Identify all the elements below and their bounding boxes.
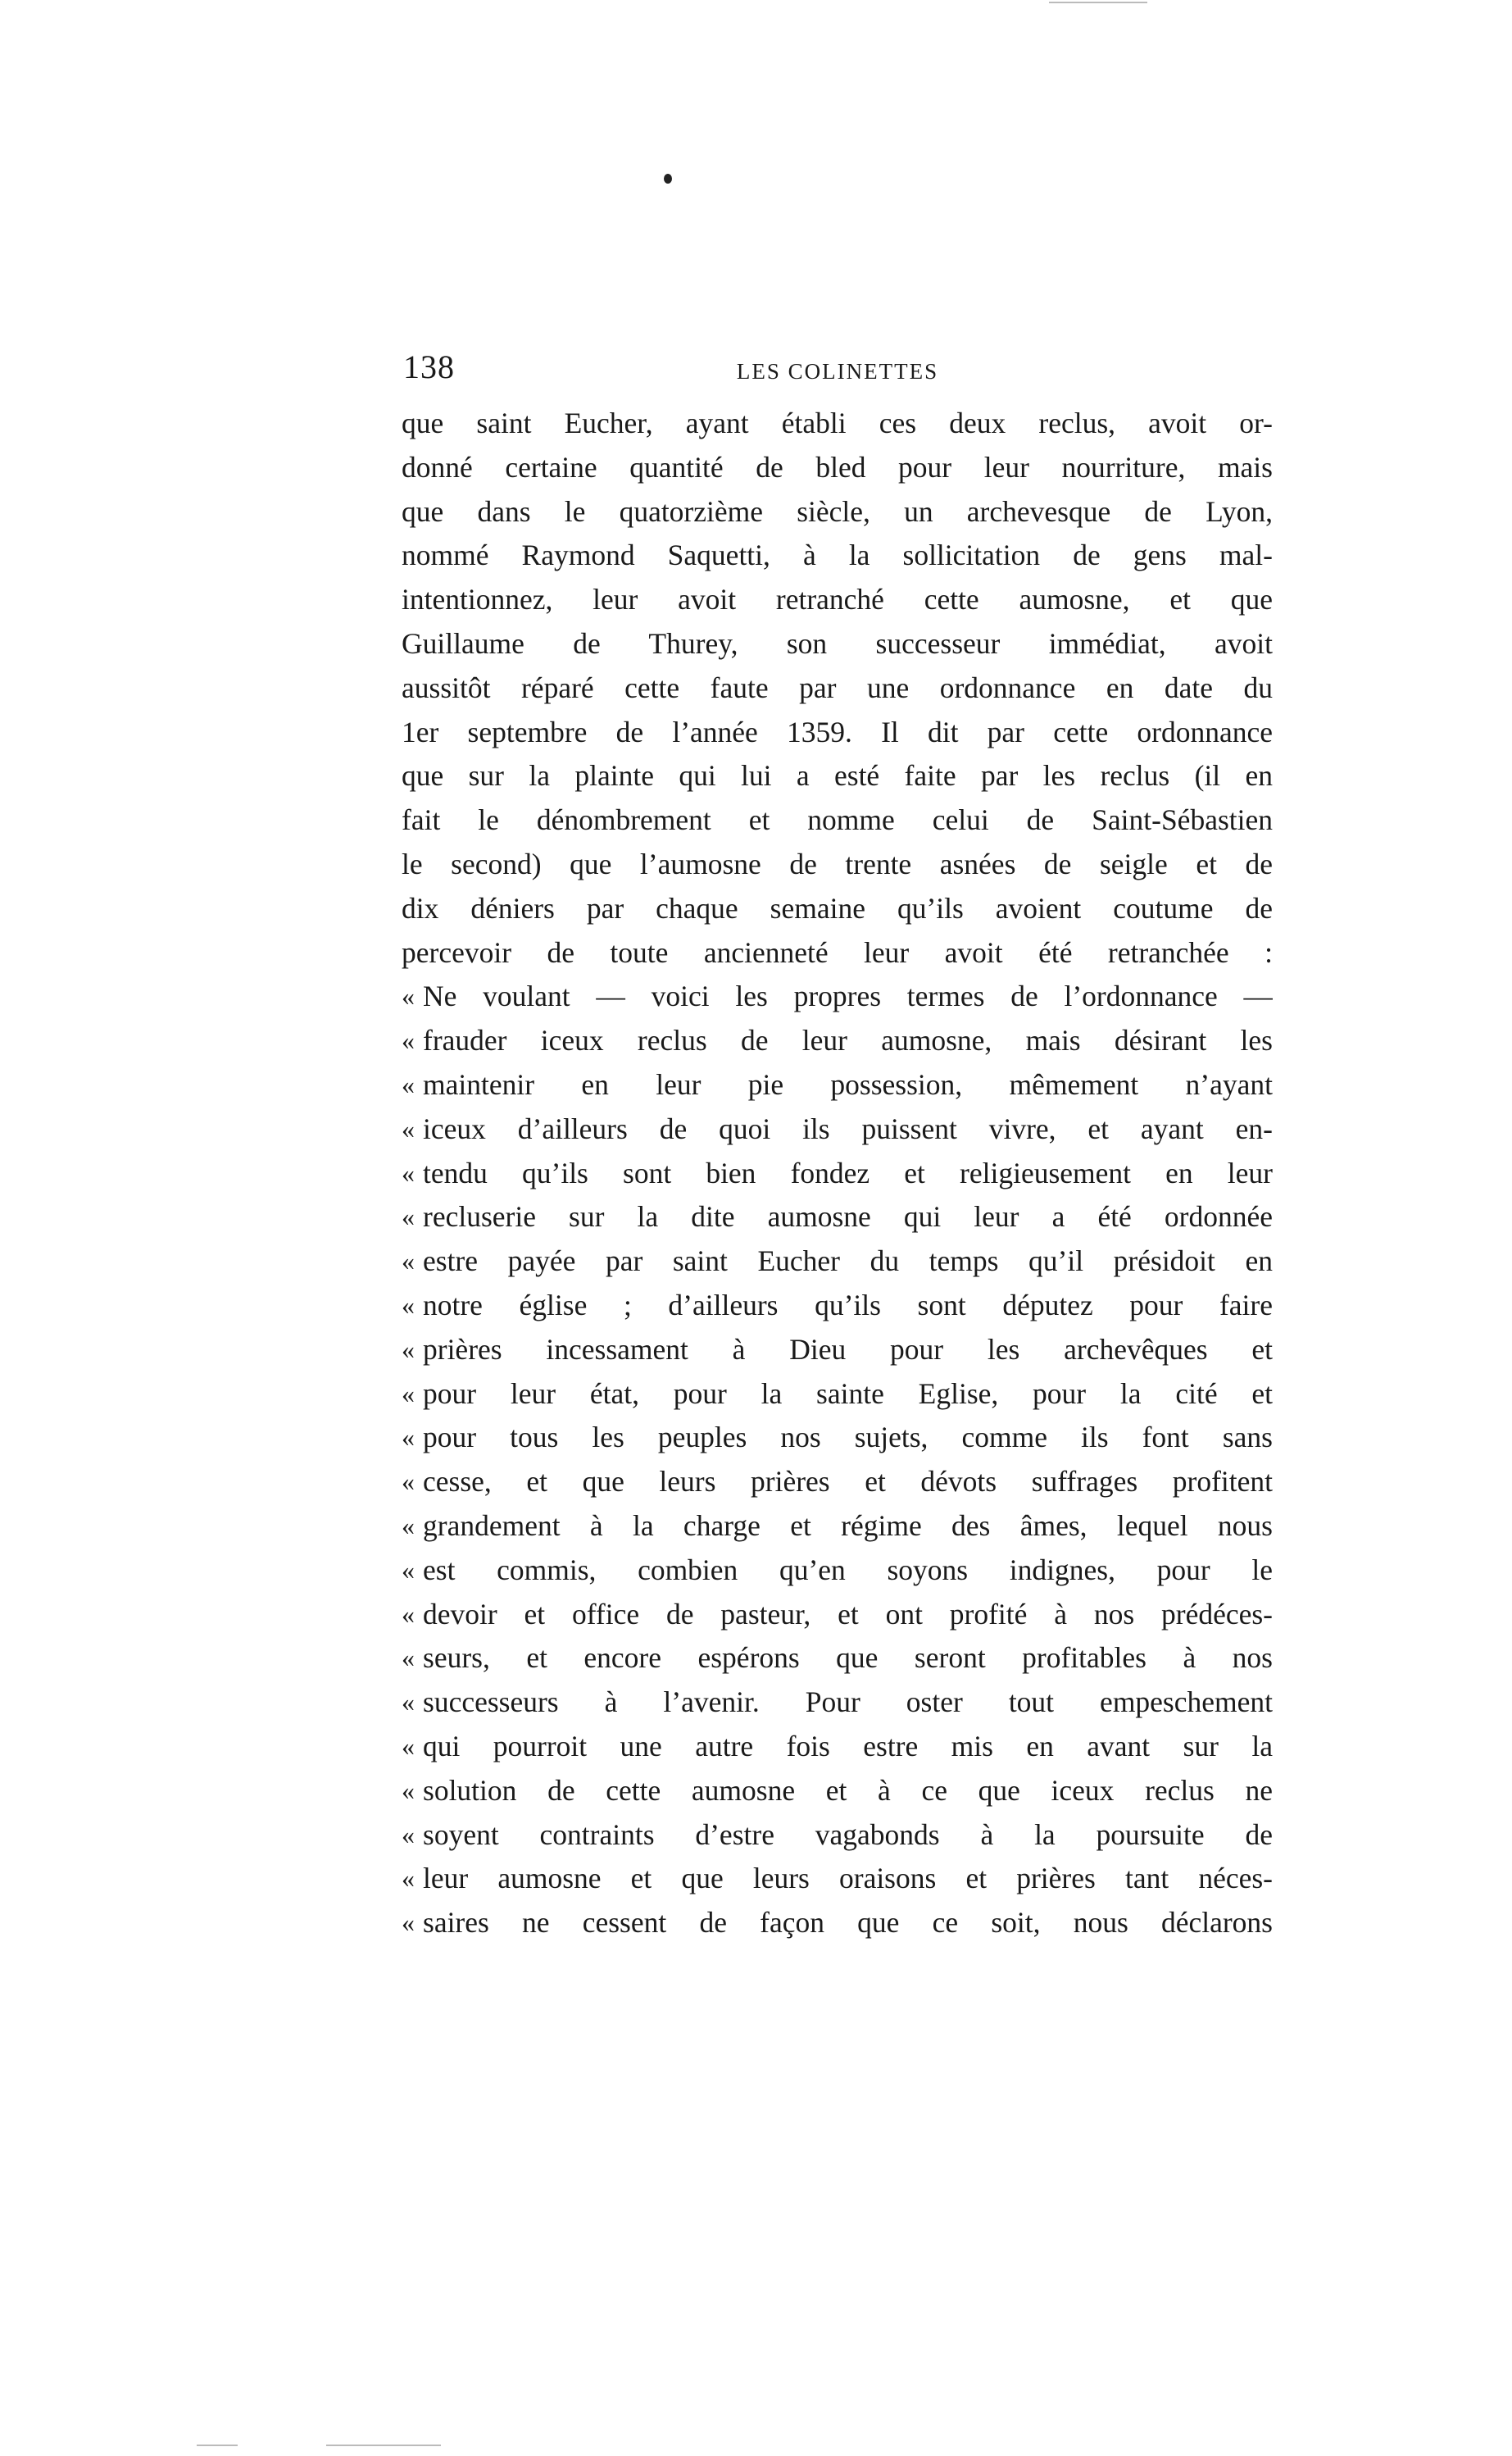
text-line: dix déniers par chaque semaine qu’ils avoient coutume de <box>402 891 1273 925</box>
quote-line-text: saires ne cessent de façon que ce soit, nous déclarons <box>423 1906 1273 1940</box>
quote-mark: « <box>402 1863 415 1894</box>
quote-mark: « <box>402 981 415 1012</box>
quote-mark: « <box>402 1687 415 1717</box>
running-title: LES COLINETTES <box>736 359 939 384</box>
quote-line <box>402 975 1273 1019</box>
quote-line <box>402 1460 1273 1504</box>
quote-line <box>402 1416 1273 1460</box>
scan-mark <box>1049 2 1147 3</box>
text-line: nommé Raymond Saquetti, à la sollicitation de gens mal- <box>402 539 1273 572</box>
ink-speck <box>664 174 672 184</box>
quote-mark: « <box>402 1510 415 1540</box>
quote-mark: « <box>402 1819 415 1849</box>
quote-line-text: cesse, et que leurs prières et dévots suffrages profitent <box>423 1465 1273 1499</box>
quote-mark: « <box>402 1069 415 1099</box>
quote-mark: « <box>402 1378 415 1408</box>
quote-line-text: seurs, et encore espérons que seront profitables à nos <box>423 1641 1273 1675</box>
text-line: 1er septembre de l’année 1359. Il dit par cette ordonnance <box>402 715 1273 748</box>
quote-mark: « <box>402 1289 415 1320</box>
quote-line <box>402 1681 1273 1725</box>
text-line: fait le dénombrement et nomme celui de Saint-Sébastien <box>402 803 1273 837</box>
quote-line <box>402 1901 1273 1945</box>
quote-mark: « <box>402 1908 415 1938</box>
quote-line-text: qui pourroit une autre fois estre mis en avant sur la <box>423 1729 1273 1762</box>
quote-line <box>402 1107 1273 1152</box>
text-line: intentionnez, leur avoit retranché cette aumosne, et que <box>402 583 1273 616</box>
body-text <box>402 402 1273 1945</box>
text-line: percevoir de toute ancienneté leur avoit été retranchée : <box>402 935 1273 969</box>
quote-line-text: prières incessament à Dieu pour les archevêques et <box>423 1332 1273 1366</box>
quote-line <box>402 1019 1273 1063</box>
quote-mark: « <box>402 1643 415 1673</box>
quote-line <box>402 1813 1273 1858</box>
quote-line-text: est commis, combien qu’en soyons indignes, pour le <box>423 1553 1273 1586</box>
quote-mark: « <box>402 1731 415 1761</box>
quote-mark: « <box>402 1554 415 1585</box>
quote-line <box>402 1504 1273 1549</box>
quote-line <box>402 1239 1273 1284</box>
quote-mark: « <box>402 1158 415 1188</box>
text-line: que dans le quatorzième siècle, un archevesque de Lyon, <box>402 494 1273 528</box>
scan-mark <box>197 2445 238 2446</box>
quote-mark: « <box>402 1599 415 1629</box>
quote-line-text: soyent contraints d’estre vagabonds à la poursuite de <box>423 1817 1273 1851</box>
quote-line-text: leur aumosne et que leurs oraisons et prières tant néces- <box>423 1862 1273 1895</box>
quote-line-text: recluserie sur la dite aumosne qui leur a été ordonnée <box>423 1200 1273 1234</box>
quote-line-text: pour tous les peuples nos sujets, comme ils font sans <box>423 1421 1273 1454</box>
quote-mark: « <box>402 1334 415 1364</box>
text-line: que sur la plainte qui lui a esté faite par les reclus (il en <box>402 759 1273 793</box>
quote-line-text: frauder iceux reclus de leur aumosne, mais désirant les <box>423 1024 1273 1057</box>
scan-mark <box>326 2445 441 2446</box>
quote-line <box>402 1195 1273 1239</box>
quote-line-text: estre payée par saint Eucher du temps qu’il présidoit en <box>423 1244 1273 1278</box>
quote-line-text: devoir et office de pasteur, et ont profité à nos prédéces- <box>423 1597 1273 1631</box>
quote-mark: « <box>402 1246 415 1276</box>
quote-line-text: successeurs à l’avenir. Pour oster tout empeschement <box>423 1685 1273 1719</box>
quote-mark: « <box>402 1467 415 1497</box>
text-line: que saint Eucher, ayant établi ces deux reclus, avoit or- <box>402 407 1273 439</box>
quote-line <box>402 1372 1273 1417</box>
text-line: aussitôt réparé cette faute par une ordonnance en date du <box>402 671 1273 704</box>
quote-line <box>402 1284 1273 1328</box>
quote-line-text: notre église ; d’ailleurs qu’ils sont députez pour faire <box>423 1288 1273 1321</box>
quote-line <box>402 1063 1273 1107</box>
quote-line <box>402 1769 1273 1813</box>
quote-line-text: solution de cette aumosne et à ce que iceux reclus ne <box>423 1773 1273 1807</box>
page-number: 138 <box>403 348 455 385</box>
quote-line <box>402 1636 1273 1681</box>
quote-line <box>402 1328 1273 1372</box>
quote-line <box>402 1857 1273 1901</box>
quote-line <box>402 1593 1273 1637</box>
quote-mark: « <box>402 1026 415 1056</box>
quote-mark: « <box>402 1202 415 1232</box>
quote-line-text: iceux d’ailleurs de quoi ils puissent vivre, et ayant en- <box>423 1112 1273 1145</box>
text-line: le second) que l’aumosne de trente asnées de seigle et de <box>402 847 1273 880</box>
quote-line-text: Ne voulant — voici les propres termes de l’ordonnance — <box>423 980 1273 1013</box>
quote-line <box>402 1725 1273 1769</box>
quote-line <box>402 1549 1273 1593</box>
quote-mark: « <box>402 1422 415 1453</box>
quote-mark: « <box>402 1775 415 1805</box>
quote-line-text: pour leur état, pour la sainte Eglise, pour la cité et <box>423 1376 1273 1410</box>
page-header <box>403 348 1272 397</box>
quote-line-text: maintenir en leur pie possession, mêmement n’ayant <box>423 1067 1273 1101</box>
quote-line-text: tendu qu’ils sont bien fondez et religieusement en leur <box>423 1156 1273 1189</box>
text-line: Guillaume de Thurey, son successeur immédiat, avoit <box>402 626 1273 660</box>
text-line: donné certaine quantité de bled pour leur nourriture, mais <box>402 450 1273 484</box>
quote-line-text: grandement à la charge et régime des âmes, lequel nous <box>423 1508 1273 1542</box>
quote-mark: « <box>402 1113 415 1144</box>
quote-line <box>402 1152 1273 1196</box>
